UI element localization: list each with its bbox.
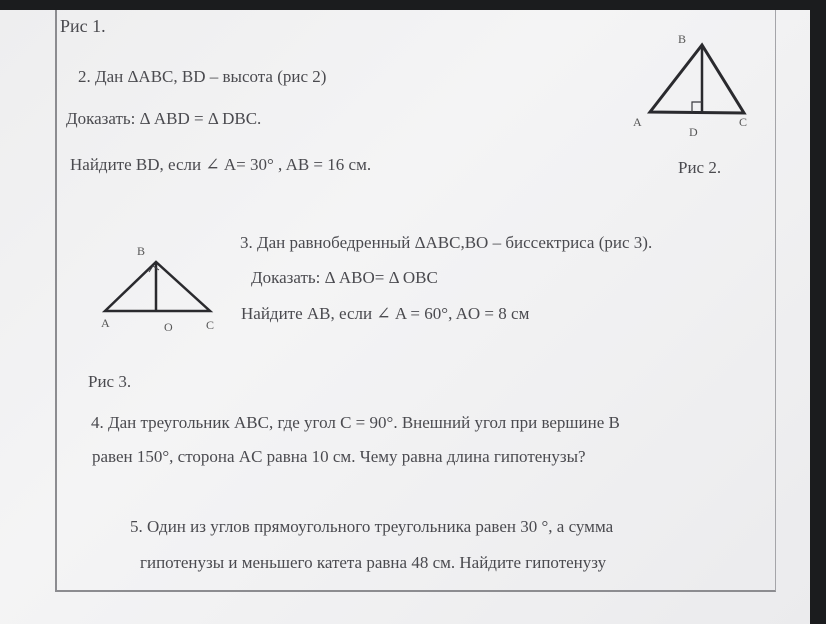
fig3-label-o: O	[164, 320, 173, 334]
task5-line1: 5. Один из углов прямоугольного треугольника равен 30 °, а сумма	[130, 517, 614, 536]
figure3-triangle-diagram	[100, 260, 220, 330]
task3-line2: Доказать: Δ ABO= Δ OBC	[251, 268, 438, 287]
fig2-caption: Рис 2.	[678, 158, 722, 177]
fig3-label-b: B	[137, 244, 146, 258]
fig3-label-a: A	[101, 316, 110, 330]
fig2-label-a: A	[633, 115, 642, 129]
task3-line1: 3. Дан равнобедренный ΔABC,BO – биссектриса (рис 3).	[240, 233, 653, 252]
fig3-label-c: C	[206, 318, 215, 332]
task3-line3: Найдите AB, если ∠ A = 60°, AO = 8 см	[241, 304, 530, 323]
fig1-caption: Рис 1.	[60, 16, 106, 36]
task2-line2: Доказать: Δ ABD = Δ DBC.	[66, 109, 262, 128]
paper-sheet	[0, 10, 810, 624]
fig2-label-d: D	[689, 125, 698, 139]
fig2-label-b: B	[678, 32, 687, 46]
task4-line1: 4. Дан треугольник ABC, где угол C = 90°. Внешний угол при вершине B	[91, 413, 620, 432]
task2-line3: Найдите BD, если ∠ A= 30° , AB = 16 см.	[70, 155, 372, 174]
fig3-caption: Рис 3.	[88, 372, 132, 391]
task4-line2: равен 150°, сторона AC равна 10 см. Чему равна длина гипотенузы?	[92, 447, 586, 466]
fig2-label-c: C	[739, 115, 748, 129]
task2-line1: 2. Дан ΔABC, BD – высота (рис 2)	[78, 67, 327, 86]
task5-line2: гипотенузы и меньшего катета равна 48 см. Найдите гипотенузу	[140, 553, 607, 572]
